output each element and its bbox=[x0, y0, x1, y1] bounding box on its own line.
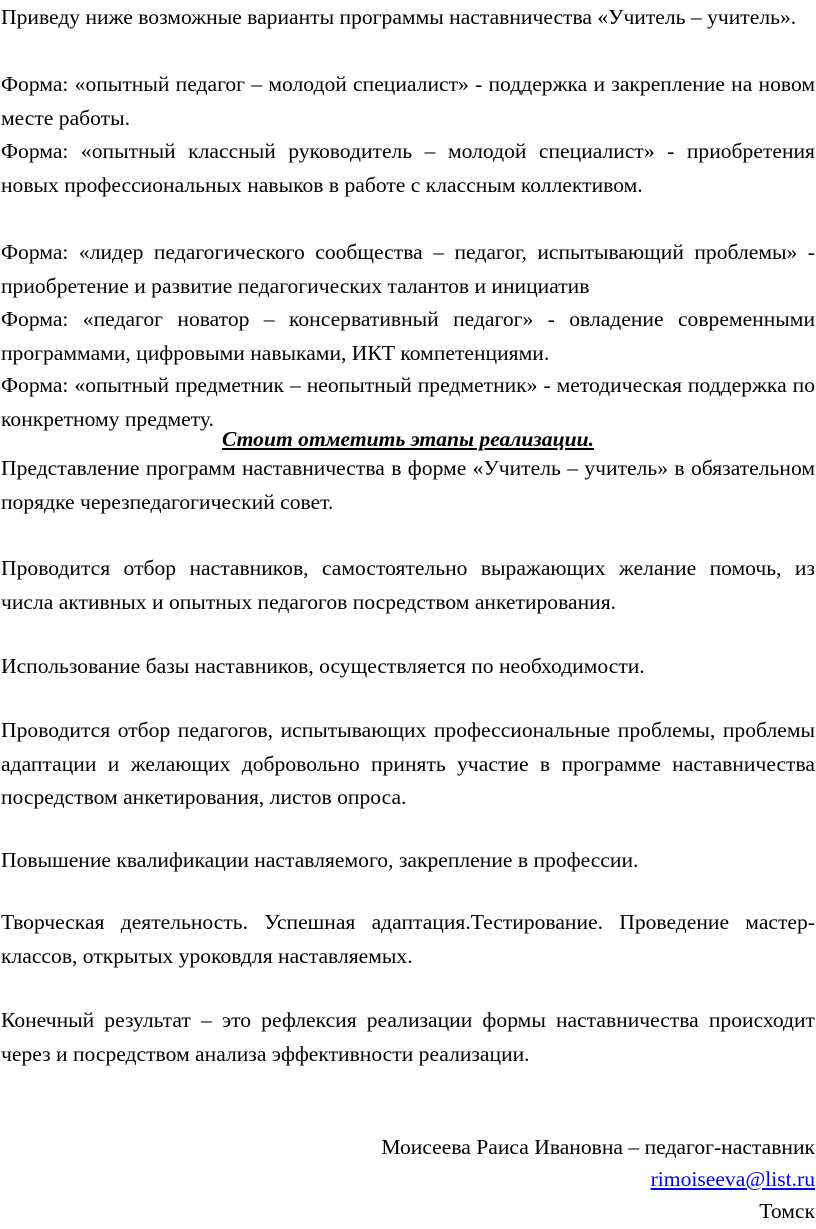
stage-paragraph-4: Проводится отбор педагогов, испытывающих профессиональные проблемы, проблемы адаптации и желающих добровольно принять участие в программе наставничества посредством анкетирования, листов опроса. bbox=[1, 718, 815, 810]
stage-paragraph-2: Проводится отбор наставников, самостоятельно выражающих желание помочь, из числа активных и опытных педагогов посредством анкетирования. bbox=[1, 556, 815, 614]
stage-paragraph-7: Конечный результат – это рефлексия реализации формы наставничества происходит через и посредством анализа эффективности реализации. bbox=[1, 1008, 815, 1066]
signature-email-link[interactable]: rimoiseeva@list.ru bbox=[650, 1167, 815, 1191]
stage-paragraph-6: Творческая деятельность. Успешная адаптация.Тестирование. Проведение мастер-классов, открытых уроковдля наставляемых. bbox=[1, 910, 815, 968]
signature-author: Моисеева Раиса Ивановна – педагог-наставник bbox=[381, 1135, 815, 1159]
stages-heading: Стоит отметить этапы реализации. bbox=[221, 427, 595, 451]
form-paragraph-2: Форма: «опытный классный руководитель – молодой специалист» - приобретения новых профессиональных навыков в работе с классным коллективом. bbox=[1, 139, 815, 197]
stage-paragraph-5: Повышение квалификации наставляемого, закрепление в профессии. bbox=[1, 848, 639, 872]
form-paragraph-3: Форма: «лидер педагогического сообщества – педагог, испытывающий проблемы» - приобретение и развитие педагогических талантов и инициатив bbox=[1, 240, 815, 298]
stage-paragraph-3: Использование базы наставников, осуществляется по необходимости. bbox=[1, 654, 645, 678]
form-paragraph-5: Форма: «опытный предметник – неопытный предметник» - методическая поддержка по конкретному предмету. bbox=[1, 373, 815, 431]
form-paragraph-4: Форма: «педагог новатор – консервативный педагог» - овладение современными программами, цифровыми навыками, ИКТ компетенциями. bbox=[1, 307, 815, 365]
intro-paragraph: Приведу ниже возможные варианты программы наставничества «Учитель – учитель». bbox=[1, 5, 797, 29]
signature-city: Томск bbox=[759, 1199, 815, 1223]
form-paragraph-1: Форма: «опытный педагог – молодой специалист» - поддержка и закрепление на новом месте работы. bbox=[1, 72, 815, 130]
stage-paragraph-1: Представление программ наставничества в форме «Учитель – учитель» в обязательном порядке черезпедагогический совет. bbox=[1, 456, 815, 514]
